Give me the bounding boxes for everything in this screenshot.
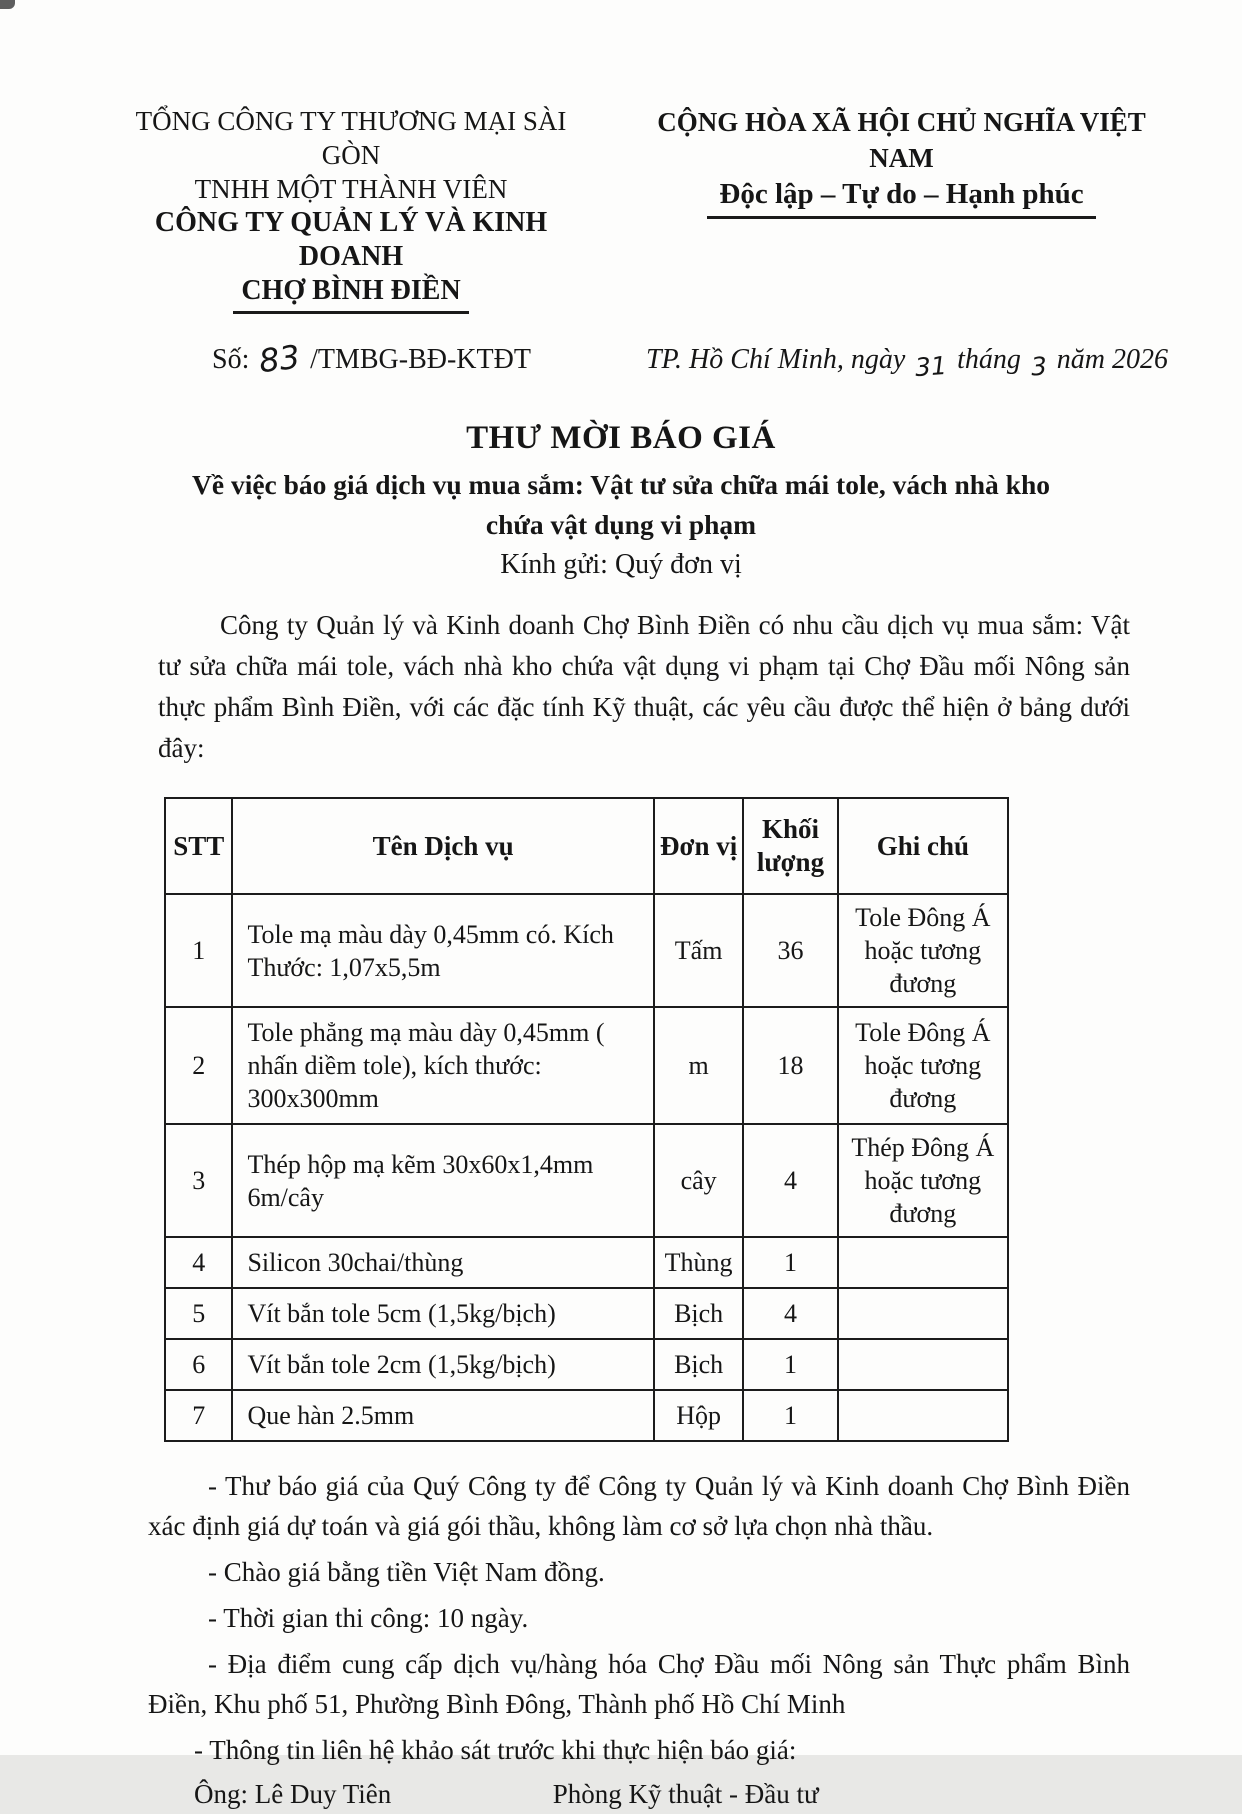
- national-title: CỘNG HÒA XÃ HỘI CHỦ NGHĨA VIỆT NAM: [657, 107, 1146, 173]
- note-paragraph: - Chào giá bằng tiền Việt Nam đồng.: [208, 1557, 605, 1587]
- cell-unit: Bịch: [654, 1288, 743, 1339]
- org-header-block: [110, 104, 592, 314]
- date-place: TP. Hồ Chí Minh, ngày: [645, 344, 906, 375]
- contact-row: [148, 1774, 1242, 1814]
- cell-service: Silicon 30chai/thùng: [232, 1237, 654, 1288]
- intro-paragraph: Công ty Quản lý và Kinh doanh Chợ Bình Điền có nhu cầu dịch vụ mua sắm: Vật tư sửa chữa mái tole, vách nhà kho chứa vật dụng vi phạm tại Chợ Đầu mối Nông sản thực phẩm Bình Điền, với các đặc tính Kỹ thuật, các yêu cầu được thể hiện ở bảng dưới đây:: [158, 610, 1130, 763]
- cell-unit: m: [654, 1007, 743, 1124]
- org-name-underlined: CHỢ BÌNH ĐIỀN: [233, 274, 468, 314]
- cell-service: Tole phẳng mạ màu dày 0,45mm ( nhấn diềm tole), kích thước: 300x300mm: [232, 1007, 654, 1124]
- table-row: [165, 1288, 1008, 1339]
- date-year: năm 2026: [1056, 344, 1168, 375]
- table-row: [165, 1237, 1008, 1288]
- handwritten-month: 3: [1029, 351, 1048, 382]
- col-header-unit: Đơn vị: [654, 798, 743, 894]
- table-row: [165, 1339, 1008, 1390]
- cell-stt: 6: [165, 1339, 232, 1390]
- note-paragraph: - Thư báo giá của Quý Công ty để Công ty Quản lý và Kinh doanh Chợ Bình Điền xác định giá dự toán và giá gói thầu, không làm cơ sở lựa chọn nhà thầu.: [148, 1471, 1130, 1541]
- cell-unit: Hộp: [654, 1390, 743, 1441]
- salutation: Kính gửi: Quý đơn vị: [500, 549, 742, 580]
- col-header-stt: STT: [165, 798, 232, 894]
- cell-unit: cây: [654, 1124, 743, 1237]
- date-line: [645, 344, 1168, 383]
- cell-service: Tole mạ màu dày 0,45mm có. Kích Thước: 1,07x5,5m: [232, 894, 654, 1007]
- ref-number-line: [212, 337, 531, 381]
- org-line-4: [110, 274, 592, 314]
- col-header-quantity: Khối lượng: [743, 798, 837, 894]
- cell-note: [838, 1288, 1008, 1339]
- date-month-word: tháng: [957, 344, 1021, 375]
- cell-stt: 7: [165, 1390, 232, 1441]
- cell-stt: 3: [165, 1124, 232, 1237]
- cell-stt: 1: [165, 894, 232, 1007]
- table-row: [165, 1007, 1008, 1124]
- page-title: THƯ MỜI BÁO GIÁ: [466, 420, 776, 456]
- note-paragraph: - Thời gian thi công: 10 ngày.: [208, 1603, 529, 1633]
- col-header-note: Ghi chú: [838, 798, 1008, 894]
- cell-stt: 2: [165, 1007, 232, 1124]
- cell-quantity: 1: [743, 1237, 837, 1288]
- cell-unit: Tấm: [654, 894, 743, 1007]
- cell-quantity: 18: [743, 1007, 837, 1124]
- contact-department: Phòng Kỹ thuật - Đầu tư: [552, 1779, 819, 1809]
- cell-service: Thép hộp mạ kẽm 30x60x1,4mm 6m/cây: [232, 1124, 654, 1237]
- handwritten-ref-number: 83: [257, 337, 303, 381]
- cell-stt: 4: [165, 1237, 232, 1288]
- national-motto-block: [649, 104, 1154, 314]
- cell-quantity: 1: [743, 1339, 837, 1390]
- table-header-row: [165, 798, 1008, 894]
- contact-name: Ông: Lê Duy Tiên: [194, 1779, 392, 1809]
- document-header: [0, 0, 1242, 314]
- cell-unit: Bịch: [654, 1339, 743, 1390]
- table-row: [165, 1124, 1008, 1237]
- cell-note: Tole Đông Á hoặc tương đương: [838, 894, 1008, 1007]
- handwritten-day: 31: [914, 350, 949, 383]
- national-motto: Độc lập – Tự do – Hạnh phúc: [707, 178, 1095, 219]
- ref-date-row: [0, 337, 1242, 383]
- cell-note: [838, 1339, 1008, 1390]
- cell-note: [838, 1237, 1008, 1288]
- cell-unit: Thùng: [654, 1237, 743, 1288]
- cell-quantity: 36: [743, 894, 837, 1007]
- scan-corner-artifact: [0, 0, 15, 9]
- cell-quantity: 4: [743, 1288, 837, 1339]
- cell-note: [838, 1390, 1008, 1441]
- cell-note: Tole Đông Á hoặc tương đương: [838, 1007, 1008, 1124]
- ref-code: /TMBG-BĐ-KTĐT: [310, 344, 531, 375]
- page-subtitle: Về việc báo giá dịch vụ mua sắm: Vật tư sửa chữa mái tole, vách nhà kho chứa vật dụng vi phạm: [192, 469, 1050, 540]
- cell-service: Vít bắn tole 5cm (1,5kg/bịch): [232, 1288, 654, 1339]
- cell-service: Que hàn 2.5mm: [232, 1390, 654, 1441]
- table-row: [165, 894, 1008, 1007]
- cell-quantity: 1: [743, 1390, 837, 1441]
- note-paragraph: - Địa điểm cung cấp dịch vụ/hàng hóa Chợ Đầu mối Nông sản Thực phẩm Bình Điền, Khu phố 51, Phường Bình Đông, Thành phố Hồ Chí Minh: [148, 1649, 1130, 1719]
- org-line-2: TNHH MỘT THÀNH VIÊN: [194, 174, 508, 204]
- ref-label: Số:: [212, 344, 250, 375]
- cell-quantity: 4: [743, 1124, 837, 1237]
- org-line-3: CÔNG TY QUẢN LÝ VÀ KINH DOANH: [154, 207, 548, 272]
- note-paragraph: - Thông tin liên hệ khảo sát trước khi thực hiện báo giá:: [194, 1735, 797, 1765]
- cell-note: Thép Đông Á hoặc tương đương: [838, 1124, 1008, 1237]
- table-row: [165, 1390, 1008, 1441]
- items-table: [164, 797, 1009, 1442]
- org-line-1: TỔNG CÔNG TY THƯƠNG MẠI SÀI GÒN: [135, 106, 567, 170]
- col-header-service: Tên Dịch vụ: [232, 798, 654, 894]
- cell-stt: 5: [165, 1288, 232, 1339]
- cell-service: Vít bắn tole 2cm (1,5kg/bịch): [232, 1339, 654, 1390]
